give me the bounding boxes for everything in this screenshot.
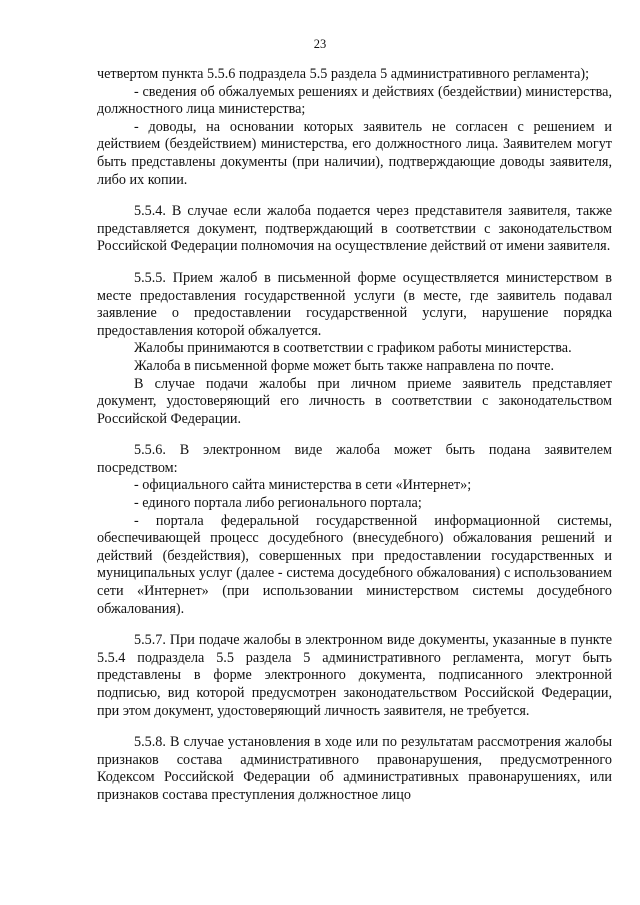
list-item-arguments: - доводы, на основании которых заявитель не согласен с решением и действием (бездействием) министерства, его должностного лица. Заявителем могут быть представлены документы (при наличии), подтверждающие доводы заявителя, либо их копии. bbox=[97, 118, 612, 188]
paragraph-continuation: четвертом пункта 5.5.6 подраздела 5.5 раздела 5 административного регламента); bbox=[97, 66, 590, 82]
list-item-official-site: - официального сайта министерства в сети «Интернет»; bbox=[134, 477, 472, 494]
paragraph-5-5-8: 5.5.8. В случае установления в ходе или по результатам рассмотрения жалобы признаков состава административного правонарушения, предусмотренного Кодексом Российской Федерации об административных правонарушениях, или признаков состава преступления должностное лицо bbox=[97, 734, 612, 803]
paragraph-5-5-7: 5.5.7. При подаче жалобы в электронном виде документы, указанные в пункте 5.5.4 подраздела 5.5 раздела 5 административного регламента, могут быть представлены в форме электронного документа, подписанного электронной подписью, вид которой предусмотрен законодательством Российской Федерации, при этом документ, удостоверяющий личность заявителя, не требуется. bbox=[97, 632, 612, 719]
paragraph-gap bbox=[97, 189, 612, 203]
paragraph-5-5-6: 5.5.6. В электронном виде жалоба может быть подана заявителем посредством: bbox=[97, 442, 612, 476]
paragraph-by-mail: Жалоба в письменной форме может быть также направлена по почте. bbox=[134, 357, 555, 374]
list-item-appealed-decisions: - сведения об обжалуемых решениях и действиях (бездействии) министерства, должностного лица министерства; bbox=[97, 83, 612, 118]
page-number: 23 bbox=[313, 37, 327, 51]
paragraph-5-5-4: 5.5.4. В случае если жалоба подается через представителя заявителя, также представляется документ, подтверждающий в соответствии с законодательством Российской Федерации полномочия на осуществление действий от имени заявителя. bbox=[97, 203, 612, 255]
paragraph-gap bbox=[97, 428, 612, 442]
paragraph-5-5-5: 5.5.5. Прием жалоб в письменной форме осуществляется министерством в месте предоставления государственной услуги (в месте, где заявитель подавал заявление о предоставлении государственной услуги, нарушение порядка предоставления которой обжалуется. bbox=[97, 269, 612, 339]
paragraph-gap bbox=[97, 256, 612, 270]
list-item-federal-portal: - портала федеральной государственной информационной системы, обеспечивающей процесс досудебного (внесудебного) обжалования решений и действий (бездействия), совершенных при предоставлении государственных и муниципальных услуг (далее - система досудебного обжалования) с использованием сети «Интернет» (при использовании министерством системы досудебного обжалования). bbox=[97, 512, 612, 617]
paragraph-personal-reception: В случае подачи жалобы при личном приеме заявитель представляет документ, удостоверяющий его личность в соответствии с законодательством Российской Федерации. bbox=[97, 375, 612, 427]
list-item-unified-portal: - единого портала либо регионального портала; bbox=[134, 495, 422, 512]
paragraph-gap bbox=[97, 618, 612, 632]
document-body bbox=[97, 66, 612, 805]
paragraph-gap bbox=[97, 720, 612, 734]
paragraph-schedule: Жалобы принимаются в соответствии с графиком работы министерства. bbox=[134, 340, 572, 357]
